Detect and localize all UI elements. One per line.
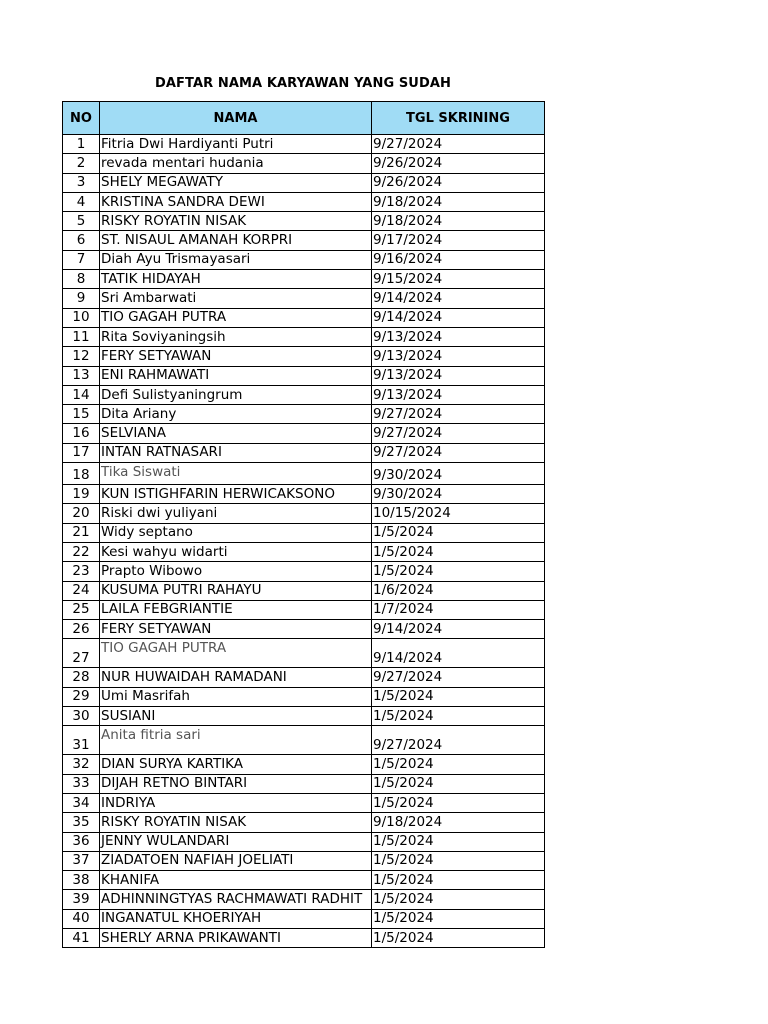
screening-date-cell: 9/14/2024 bbox=[372, 289, 545, 308]
table-row bbox=[63, 385, 545, 404]
row-number-cell: 41 bbox=[63, 928, 100, 947]
table-row bbox=[63, 366, 545, 385]
employee-name-cell: Kesi wahyu widarti bbox=[100, 542, 372, 561]
table-row bbox=[63, 726, 545, 755]
row-number-cell: 30 bbox=[63, 707, 100, 726]
employee-name-cell: INTAN RATNASARI bbox=[100, 443, 372, 462]
screening-date-cell: 1/5/2024 bbox=[372, 542, 545, 561]
row-number-cell: 8 bbox=[63, 270, 100, 289]
row-number-cell: 15 bbox=[63, 405, 100, 424]
row-number-cell: 27 bbox=[63, 639, 100, 668]
screening-date-cell: 9/13/2024 bbox=[372, 347, 545, 366]
row-number-cell: 28 bbox=[63, 668, 100, 687]
screening-date-cell: 1/5/2024 bbox=[372, 832, 545, 851]
column-header-no: NO bbox=[63, 102, 100, 135]
screening-date-cell: 9/26/2024 bbox=[372, 154, 545, 173]
screening-date-cell: 9/13/2024 bbox=[372, 366, 545, 385]
employee-name-cell: DIAN SURYA KARTIKA bbox=[100, 755, 372, 774]
table-row bbox=[63, 813, 545, 832]
table-row bbox=[63, 135, 545, 154]
row-number-cell: 21 bbox=[63, 523, 100, 542]
screening-date-cell: 1/5/2024 bbox=[372, 851, 545, 870]
row-number-cell: 5 bbox=[63, 212, 100, 231]
screening-date-cell: 1/5/2024 bbox=[372, 928, 545, 947]
table-row bbox=[63, 424, 545, 443]
table-row bbox=[63, 600, 545, 619]
screening-date-cell: 9/30/2024 bbox=[372, 463, 545, 485]
row-number-cell: 1 bbox=[63, 135, 100, 154]
row-number-cell: 18 bbox=[63, 463, 100, 485]
row-number-cell: 7 bbox=[63, 250, 100, 269]
table-row bbox=[63, 173, 545, 192]
screening-date-cell: 1/5/2024 bbox=[372, 523, 545, 542]
screening-date-cell: 9/13/2024 bbox=[372, 385, 545, 404]
row-number-cell: 37 bbox=[63, 851, 100, 870]
employee-name-cell: TIO GAGAH PUTRA bbox=[100, 639, 372, 668]
table-row bbox=[63, 308, 545, 327]
screening-date-cell: 9/27/2024 bbox=[372, 405, 545, 424]
employee-name-cell: TATIK HIDAYAH bbox=[100, 270, 372, 289]
employee-name-cell: Rita Soviyaningsih bbox=[100, 327, 372, 346]
screening-date-cell: 1/5/2024 bbox=[372, 909, 545, 928]
employee-name-cell: ADHINNINGTYAS RACHMAWATI RADHIT bbox=[100, 890, 372, 909]
table-row bbox=[63, 851, 545, 870]
row-number-cell: 13 bbox=[63, 366, 100, 385]
row-number-cell: 11 bbox=[63, 327, 100, 346]
table-row bbox=[63, 212, 545, 231]
employee-name-cell: Prapto Wibowo bbox=[100, 562, 372, 581]
employee-name-cell: Widy septano bbox=[100, 523, 372, 542]
employee-name-cell: SUSIANI bbox=[100, 707, 372, 726]
table-row bbox=[63, 793, 545, 812]
table-row bbox=[63, 581, 545, 600]
screening-date-cell: 9/27/2024 bbox=[372, 424, 545, 443]
row-number-cell: 6 bbox=[63, 231, 100, 250]
screening-date-cell: 1/5/2024 bbox=[372, 707, 545, 726]
employee-name-cell: ENI RAHMAWATI bbox=[100, 366, 372, 385]
row-number-cell: 32 bbox=[63, 755, 100, 774]
table-row bbox=[63, 832, 545, 851]
document-title: DAFTAR NAMA KARYAWAN YANG SUDAH bbox=[154, 76, 451, 91]
row-number-cell: 33 bbox=[63, 774, 100, 793]
screening-date-cell: 9/27/2024 bbox=[372, 726, 545, 755]
row-number-cell: 10 bbox=[63, 308, 100, 327]
employee-name-cell: KHANIFA bbox=[100, 871, 372, 890]
table-row bbox=[63, 668, 545, 687]
table-header-row bbox=[63, 102, 545, 135]
table-row bbox=[63, 890, 545, 909]
row-number-cell: 36 bbox=[63, 832, 100, 851]
employee-name-cell: ZIADATOEN NAFIAH JOELIATI bbox=[100, 851, 372, 870]
screening-date-cell: 1/5/2024 bbox=[372, 562, 545, 581]
employee-name-cell: KRISTINA SANDRA DEWI bbox=[100, 192, 372, 211]
table-row bbox=[63, 270, 545, 289]
employee-table bbox=[62, 101, 545, 948]
screening-date-cell: 9/18/2024 bbox=[372, 212, 545, 231]
screening-date-cell: 9/27/2024 bbox=[372, 443, 545, 462]
row-number-cell: 19 bbox=[63, 485, 100, 504]
table-row bbox=[63, 707, 545, 726]
row-number-cell: 35 bbox=[63, 813, 100, 832]
employee-name-cell: RISKY ROYATIN NISAK bbox=[100, 212, 372, 231]
employee-name-cell: LAILA FEBGRIANTIE bbox=[100, 600, 372, 619]
employee-name-cell: SELVIANA bbox=[100, 424, 372, 443]
employee-name-cell: Dita Ariany bbox=[100, 405, 372, 424]
row-number-cell: 22 bbox=[63, 542, 100, 561]
employee-name-cell: INGANATUL KHOERIYAH bbox=[100, 909, 372, 928]
table-row bbox=[63, 154, 545, 173]
screening-date-cell: 1/5/2024 bbox=[372, 793, 545, 812]
table-row bbox=[63, 192, 545, 211]
screening-date-cell: 9/14/2024 bbox=[372, 308, 545, 327]
row-number-cell: 3 bbox=[63, 173, 100, 192]
row-number-cell: 16 bbox=[63, 424, 100, 443]
employee-name-cell: SHERLY ARNA PRIKAWANTI bbox=[100, 928, 372, 947]
column-header-date: TGL SKRINING bbox=[372, 102, 545, 135]
employee-name-cell: revada mentari hudania bbox=[100, 154, 372, 173]
table-row bbox=[63, 250, 545, 269]
screening-date-cell: 9/13/2024 bbox=[372, 327, 545, 346]
table-row bbox=[63, 562, 545, 581]
screening-date-cell: 9/27/2024 bbox=[372, 135, 545, 154]
screening-date-cell: 1/5/2024 bbox=[372, 755, 545, 774]
employee-name-cell: Defi Sulistyaningrum bbox=[100, 385, 372, 404]
table-row bbox=[63, 755, 545, 774]
row-number-cell: 17 bbox=[63, 443, 100, 462]
table-row bbox=[63, 909, 545, 928]
row-number-cell: 4 bbox=[63, 192, 100, 211]
table-row bbox=[63, 504, 545, 523]
screening-date-cell: 9/14/2024 bbox=[372, 639, 545, 668]
screening-date-cell: 1/5/2024 bbox=[372, 890, 545, 909]
table-row bbox=[63, 523, 545, 542]
employee-name-cell: INDRIYA bbox=[100, 793, 372, 812]
employee-name-cell: SHELY MEGAWATY bbox=[100, 173, 372, 192]
employee-name-cell: FERY SETYAWAN bbox=[100, 347, 372, 366]
table-row bbox=[63, 443, 545, 462]
screening-date-cell: 9/14/2024 bbox=[372, 620, 545, 639]
employee-name-cell: DIJAH RETNO BINTARI bbox=[100, 774, 372, 793]
screening-date-cell: 9/17/2024 bbox=[372, 231, 545, 250]
table-row bbox=[63, 542, 545, 561]
row-number-cell: 29 bbox=[63, 687, 100, 706]
screening-date-cell: 10/15/2024 bbox=[372, 504, 545, 523]
table-row bbox=[63, 485, 545, 504]
screening-date-cell: 9/30/2024 bbox=[372, 485, 545, 504]
row-number-cell: 24 bbox=[63, 581, 100, 600]
employee-name-cell: Anita fitria sari bbox=[100, 726, 372, 755]
employee-name-cell: TIO GAGAH PUTRA bbox=[100, 308, 372, 327]
table-row bbox=[63, 327, 545, 346]
row-number-cell: 20 bbox=[63, 504, 100, 523]
screening-date-cell: 1/5/2024 bbox=[372, 871, 545, 890]
screening-date-cell: 9/15/2024 bbox=[372, 270, 545, 289]
employee-name-cell: Riski dwi yuliyani bbox=[100, 504, 372, 523]
row-number-cell: 14 bbox=[63, 385, 100, 404]
employee-name-cell: JENNY WULANDARI bbox=[100, 832, 372, 851]
row-number-cell: 40 bbox=[63, 909, 100, 928]
employee-name-cell: ST. NISAUL AMANAH KORPRI bbox=[100, 231, 372, 250]
table-row bbox=[63, 463, 545, 485]
row-number-cell: 39 bbox=[63, 890, 100, 909]
employee-name-cell: FERY SETYAWAN bbox=[100, 620, 372, 639]
employee-name-cell: RISKY ROYATIN NISAK bbox=[100, 813, 372, 832]
screening-date-cell: 1/7/2024 bbox=[372, 600, 545, 619]
row-number-cell: 2 bbox=[63, 154, 100, 173]
table-row bbox=[63, 774, 545, 793]
screening-date-cell: 9/26/2024 bbox=[372, 173, 545, 192]
employee-name-cell: KUN ISTIGHFARIN HERWICAKSONO bbox=[100, 485, 372, 504]
table-row bbox=[63, 639, 545, 668]
screening-date-cell: 9/27/2024 bbox=[372, 668, 545, 687]
row-number-cell: 12 bbox=[63, 347, 100, 366]
row-number-cell: 26 bbox=[63, 620, 100, 639]
table-row bbox=[63, 405, 545, 424]
row-number-cell: 25 bbox=[63, 600, 100, 619]
screening-date-cell: 1/5/2024 bbox=[372, 774, 545, 793]
table-row bbox=[63, 871, 545, 890]
employee-name-cell: Sri Ambarwati bbox=[100, 289, 372, 308]
row-number-cell: 31 bbox=[63, 726, 100, 755]
table-row bbox=[63, 289, 545, 308]
row-number-cell: 34 bbox=[63, 793, 100, 812]
row-number-cell: 38 bbox=[63, 871, 100, 890]
table-row bbox=[63, 928, 545, 947]
table-row bbox=[63, 687, 545, 706]
employee-name-cell: KUSUMA PUTRI RAHAYU bbox=[100, 581, 372, 600]
employee-name-cell: Diah Ayu Trismayasari bbox=[100, 250, 372, 269]
table-row bbox=[63, 620, 545, 639]
employee-name-cell: Tika Siswati bbox=[100, 463, 372, 485]
screening-date-cell: 1/5/2024 bbox=[372, 687, 545, 706]
row-number-cell: 23 bbox=[63, 562, 100, 581]
employee-name-cell: Fitria Dwi Hardiyanti Putri bbox=[100, 135, 372, 154]
employee-name-cell: NUR HUWAIDAH RAMADANI bbox=[100, 668, 372, 687]
screening-date-cell: 9/18/2024 bbox=[372, 813, 545, 832]
employee-name-cell: Umi Masrifah bbox=[100, 687, 372, 706]
screening-date-cell: 1/6/2024 bbox=[372, 581, 545, 600]
table-row bbox=[63, 231, 545, 250]
table-row bbox=[63, 347, 545, 366]
screening-date-cell: 9/16/2024 bbox=[372, 250, 545, 269]
column-header-name: NAMA bbox=[100, 102, 372, 135]
screening-date-cell: 9/18/2024 bbox=[372, 192, 545, 211]
row-number-cell: 9 bbox=[63, 289, 100, 308]
